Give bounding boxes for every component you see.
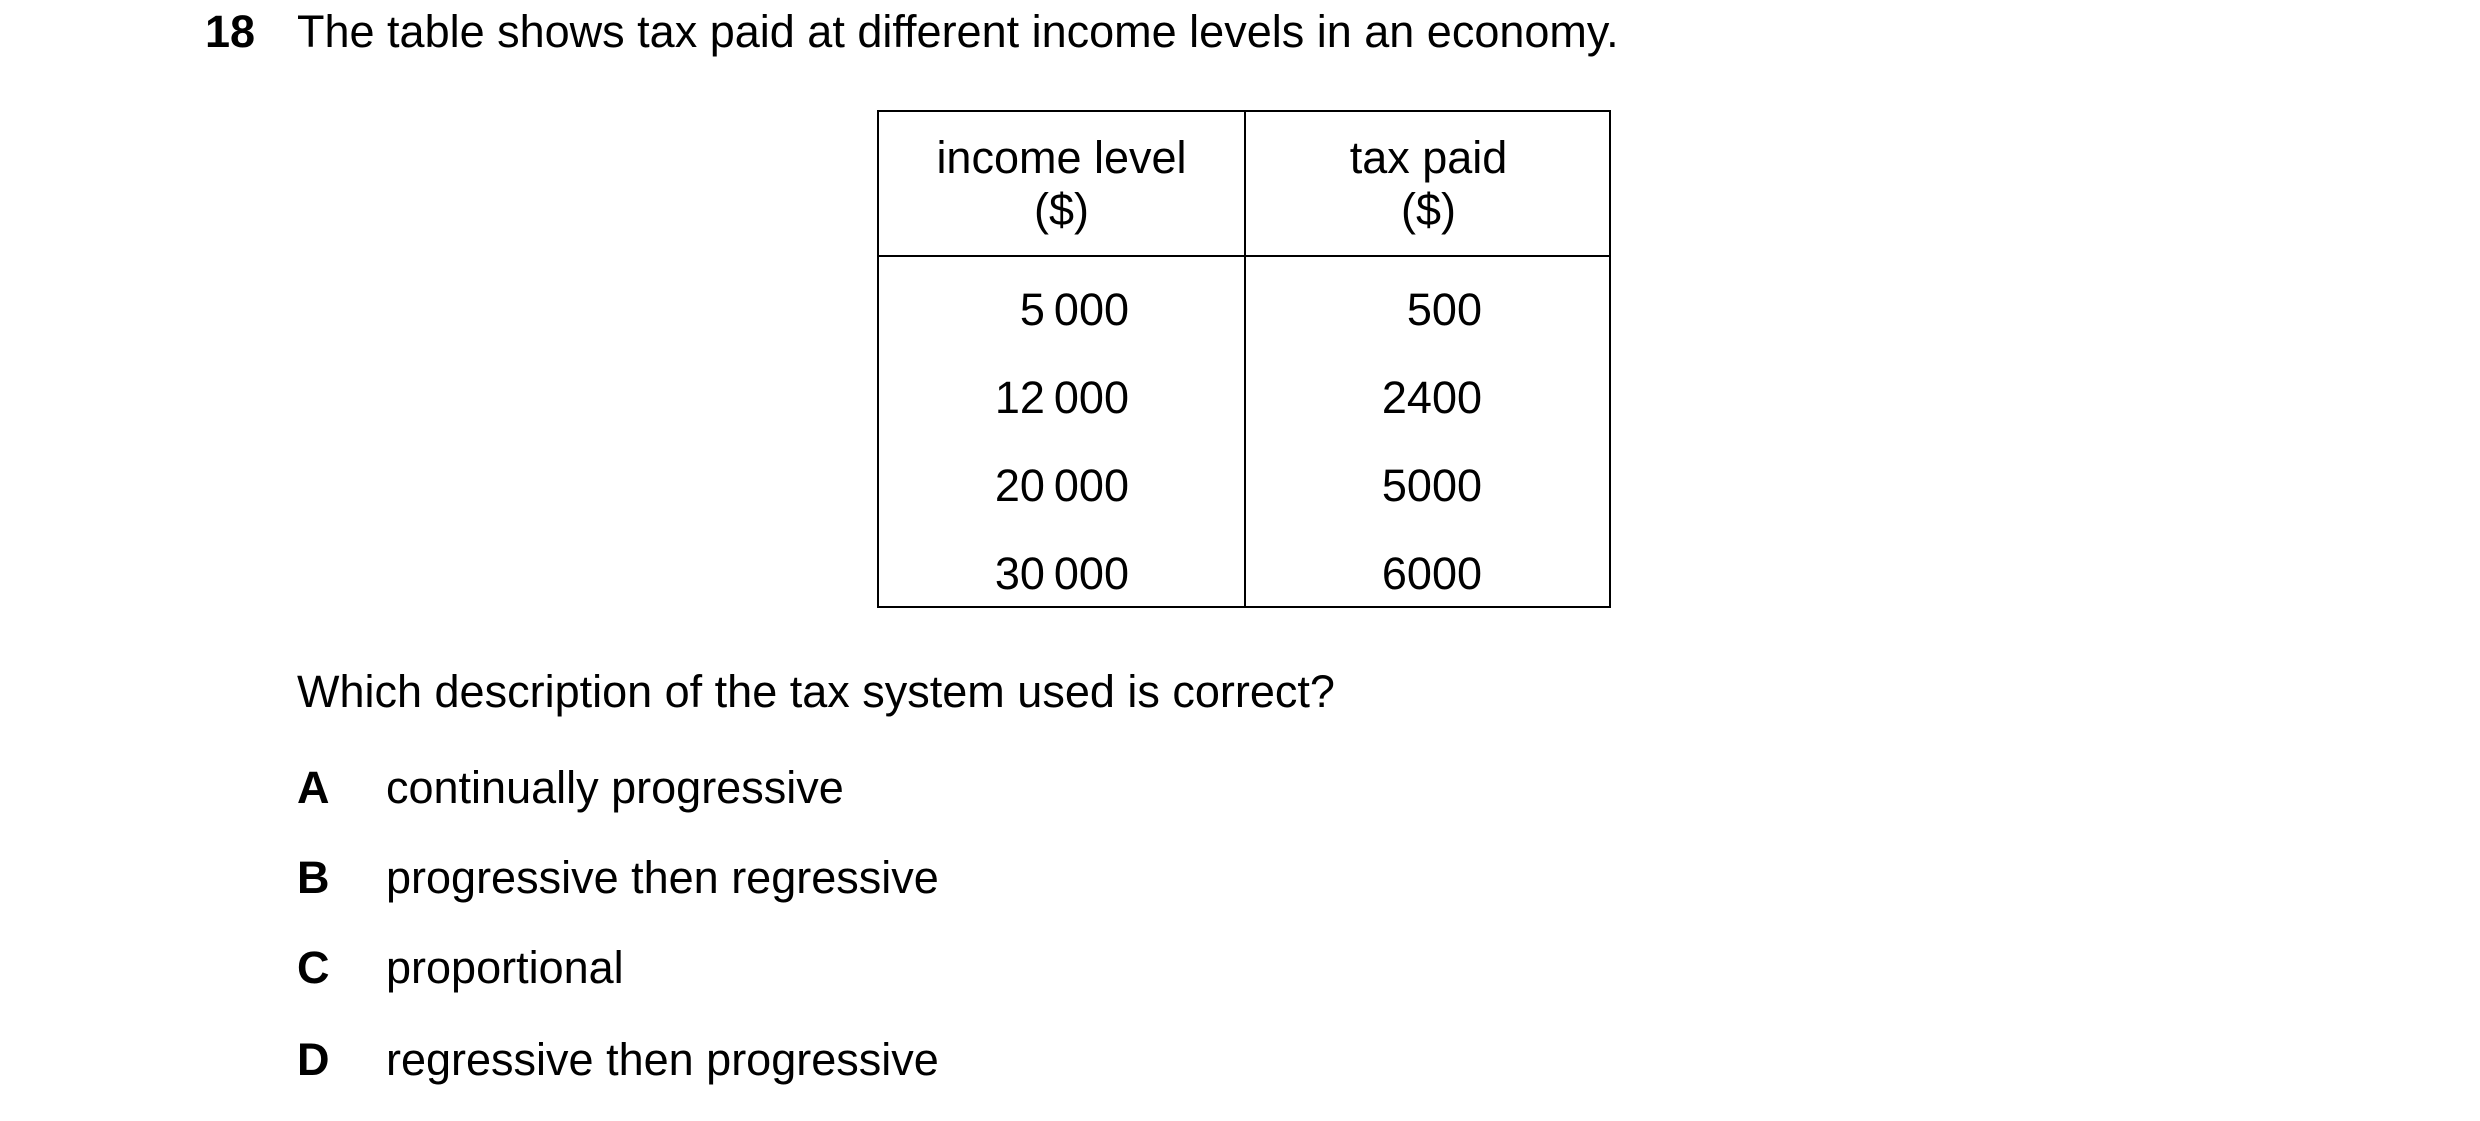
option-a-text: continually progressive	[386, 762, 844, 813]
tax-cell: 2400	[1381, 372, 1482, 423]
tax-cell: 6000	[1381, 548, 1482, 599]
income-cell: 20 000	[994, 460, 1129, 511]
question-prompt: Which description of the tax system used is correct?	[297, 666, 1335, 717]
option-c-letter: C	[297, 942, 330, 993]
question-stem: The table shows tax paid at different income levels in an economy.	[297, 6, 1619, 57]
tax-cell: 500	[1406, 284, 1482, 335]
question-number: 18	[205, 6, 256, 57]
option-c-text: proportional	[386, 942, 624, 993]
header-income-level	[879, 132, 1244, 236]
tax-cell: 5000	[1381, 460, 1482, 511]
income-cell: 12 000	[994, 372, 1129, 423]
option-a-letter: A	[297, 762, 330, 813]
header-tax-label: tax paid	[1349, 132, 1508, 183]
option-b-letter: B	[297, 852, 330, 903]
header-income-label: income level	[936, 132, 1187, 183]
income-cell: 30 000	[994, 548, 1129, 599]
option-d-letter: D	[297, 1034, 330, 1085]
income-cell: 5 000	[1019, 284, 1129, 335]
header-rule	[879, 255, 1609, 257]
tax-table	[877, 110, 1611, 608]
header-income-unit: ($)	[1034, 184, 1089, 235]
header-tax-unit: ($)	[1401, 184, 1456, 235]
header-tax-paid	[1246, 132, 1611, 236]
option-d-text: regressive then progressive	[386, 1034, 939, 1085]
option-b-text: progressive then regressive	[386, 852, 939, 903]
